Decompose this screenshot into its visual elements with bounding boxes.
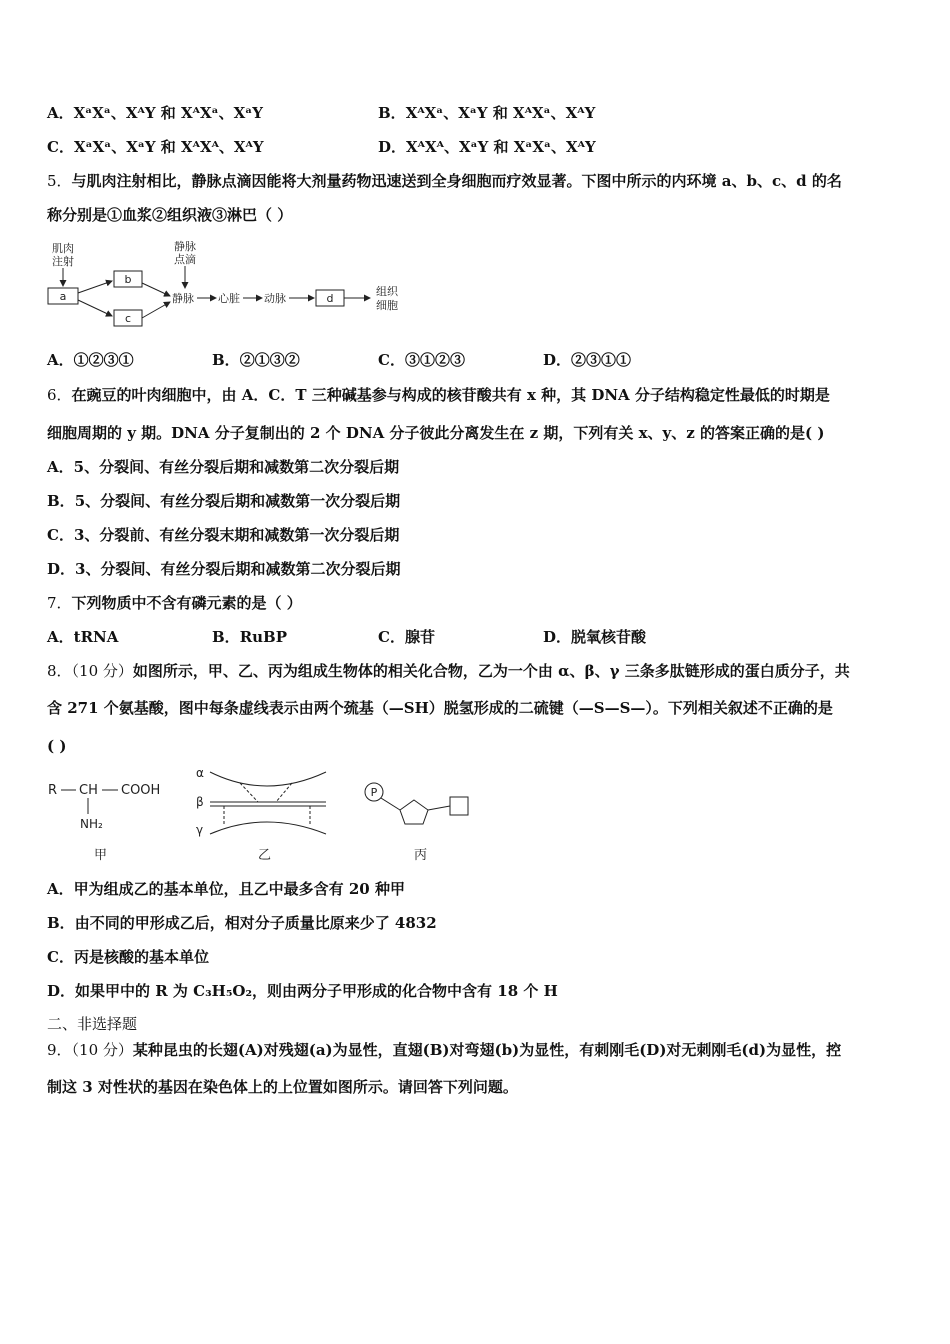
q5-stem-line2 (47, 205, 292, 225)
q8-stem-line3 (47, 736, 66, 756)
question-text: 含 271 个氨基酸，图中每条虚线表示由两个巯基（—SH）脱氢形成的二硫键（—S—S—）。下列相关叙述不正确的是 (47, 699, 833, 717)
option-text: ②③①① (571, 351, 632, 369)
option-label: A． (47, 628, 74, 646)
option-text: XᴬXᴬ、XᵃY 和 XᵃXᵃ、XᴬY (406, 138, 596, 156)
option-text: XᴬXᵃ、XᵃY 和 XᴬXᵃ、XᴬY (405, 104, 596, 122)
chain-beta-label: β (196, 795, 204, 809)
q7-option-b[interactable] (212, 627, 287, 647)
option-text: ②①③② (239, 351, 300, 369)
option-label: C． (47, 526, 74, 544)
option-label: D． (47, 560, 76, 578)
q6-stem-line1 (47, 385, 830, 405)
option-label: A． (47, 880, 74, 898)
question-text: 制这 3 对性状的基因在染色体上的上位置如图所示。请回答下列问题。 (47, 1078, 518, 1096)
q6-stem-line2 (47, 423, 824, 443)
option-text: ③①②③ (404, 351, 465, 369)
box-c-label: c (124, 312, 132, 325)
label-artery: 动脉 (264, 292, 286, 305)
question-number: 7． (47, 594, 72, 612)
box-a-label: a (59, 290, 67, 303)
pentose-icon (400, 800, 428, 824)
label-iv-drip-2: 点滴 (174, 253, 196, 266)
option-label: C． (378, 628, 405, 646)
q6-option-c[interactable] (47, 525, 399, 545)
option-label: A． (47, 104, 74, 122)
phosphate-label: P (370, 786, 378, 799)
label-tissue-cell-1: 组织 (376, 285, 398, 298)
option-label: D． (543, 628, 572, 646)
formula-cooh: COOH (121, 783, 161, 798)
box-b-label: b (124, 273, 132, 286)
option-label: B． (212, 628, 240, 646)
question-number: 5． (47, 172, 72, 190)
option-label: A． (47, 458, 74, 476)
q5-option-d[interactable] (543, 350, 631, 370)
box-d-label: d (326, 292, 334, 305)
option-text: 丙是核酸的基本单位 (73, 948, 209, 966)
question-number: 6． (47, 386, 72, 404)
q8-option-a[interactable] (47, 879, 405, 899)
option-label: C． (47, 948, 74, 966)
option-label: C． (378, 351, 405, 369)
label-jia: 甲 (94, 848, 108, 863)
label-muscle-injection-2: 注射 (52, 255, 74, 268)
base-icon (450, 797, 468, 815)
option-text: 腺苷 (404, 628, 435, 646)
q9-stem-line1 (47, 1040, 841, 1060)
label-heart: 心脏 (218, 292, 240, 305)
question-text: 如图所示，甲、乙、丙为组成生物体的相关化合物，乙为一个由 α、β、γ 三条多肽链形成的蛋白质分子，共 (132, 662, 850, 680)
option-text: 脱氧核苷酸 (571, 628, 647, 646)
option-label: B． (378, 104, 406, 122)
option-label: D． (543, 351, 572, 369)
option-text: 3、分裂间、有丝分裂后期和减数第二次分裂后期 (75, 560, 401, 578)
q7-option-d[interactable] (543, 627, 646, 647)
question-score: （10 分） (71, 662, 133, 680)
label-muscle-injection-1: 肌肉 (52, 242, 74, 255)
question-text: 细胞周期的 y 期。DNA 分子复制出的 2 个 DNA 分子彼此分离发生在 z 期，下列有关 x、y、z 的答案正确的是( ) (47, 424, 825, 442)
option-label: C． (47, 138, 74, 156)
question-score: （10 分） (71, 1041, 133, 1059)
q8-option-d[interactable] (47, 981, 558, 1001)
option-text: 3、分裂前、有丝分裂末期和减数第一次分裂后期 (73, 526, 400, 544)
option-text: 5、分裂间、有丝分裂后期和减数第二次分裂后期 (73, 458, 400, 476)
formula-ch: CH (79, 783, 98, 798)
formula-r: R (48, 783, 58, 798)
q8-option-c[interactable] (47, 947, 209, 967)
question-text: 在豌豆的叶肉细胞中，由 A．C．T 三种碱基参与构成的核苷酸共有 x 种，其 DNA 分子结构稳定性最低的时期是 (71, 386, 830, 404)
option-text: XᵃXᵃ、XᵃY 和 XᴬXᴬ、XᴬY (73, 138, 264, 156)
section-title-text: 二、非选择题 (47, 1015, 138, 1033)
option-text: 由不同的甲形成乙后，相对分子质量比原来少了 4832 (74, 914, 437, 932)
option-text: 甲为组成乙的基本单位，且乙中最多含有 20 种甲 (73, 880, 405, 898)
q8-stem-line1 (47, 661, 850, 681)
option-text: XᵃXᵃ、XᴬY 和 XᴬXᵃ、XᵃY (73, 104, 263, 122)
option-text: 如果甲中的 R 为 C₃H₅O₂，则由两分子甲形成的化合物中含有 18 个 H (75, 982, 558, 1000)
q7-option-a[interactable] (47, 627, 118, 647)
question-number: 8． (47, 662, 72, 680)
q4-option-b[interactable] (378, 103, 595, 123)
option-text: tRNA (73, 628, 119, 646)
option-label: B． (47, 492, 75, 510)
chain-alpha (210, 772, 326, 786)
formula-nh2: NH₂ (80, 817, 103, 831)
label-iv-drip-1: 静脉 (174, 240, 196, 253)
option-text: 5、分裂间、有丝分裂后期和减数第一次分裂后期 (74, 492, 401, 510)
q4-option-c[interactable] (47, 137, 264, 157)
question-text: ( ) (47, 737, 67, 755)
option-text: ①②③① (73, 351, 134, 369)
q5-option-a[interactable] (47, 350, 134, 370)
question-number: 9． (47, 1041, 72, 1059)
label-bing: 丙 (414, 848, 428, 863)
q8-option-b[interactable] (47, 913, 437, 933)
section-title (47, 1014, 137, 1034)
q9-stem-line2 (47, 1077, 518, 1097)
q5-option-c[interactable] (378, 350, 465, 370)
option-text: RuBP (239, 628, 288, 646)
option-label: B． (47, 914, 75, 932)
q5-circulation-diagram (44, 238, 414, 334)
question-text: 称分别是①血浆②组织液③淋巴（ ） (47, 206, 293, 224)
q5-option-b[interactable] (212, 350, 300, 370)
label-vein: 静脉 (172, 292, 194, 305)
option-label: B． (212, 351, 240, 369)
question-text: 与肌肉注射相比，静脉点滴因能将大剂量药物迅速送到全身细胞而疗效显著。下图中所示的内环境 a、b、c、d 的名 (71, 172, 842, 190)
label-yi: 乙 (258, 848, 272, 863)
q7-stem (47, 593, 302, 613)
chain-gamma-label: γ (196, 823, 204, 837)
q6-option-a[interactable] (47, 457, 399, 477)
chain-gamma (210, 822, 326, 834)
q6-option-b[interactable] (47, 491, 400, 511)
question-text: 某种昆虫的长翅(A)对残翅(a)为显性，直翅(B)对弯翅(b)为显性，有刺刚毛(D)对无刺刚毛(d)为显性，控 (132, 1041, 842, 1059)
q4-option-d[interactable] (378, 137, 596, 157)
q6-option-d[interactable] (47, 559, 400, 579)
q8-stem-line2 (47, 698, 833, 718)
label-tissue-cell-2: 细胞 (376, 299, 398, 312)
q4-option-a[interactable] (47, 103, 263, 123)
q8-figure (44, 762, 484, 866)
q5-stem-line1 (47, 171, 842, 191)
chain-alpha-label: α (196, 766, 204, 780)
question-text: 下列物质中不含有磷元素的是（ ） (71, 594, 302, 612)
option-label: D． (47, 982, 76, 1000)
option-label: D． (378, 138, 407, 156)
q7-option-c[interactable] (378, 627, 435, 647)
option-label: A． (47, 351, 74, 369)
